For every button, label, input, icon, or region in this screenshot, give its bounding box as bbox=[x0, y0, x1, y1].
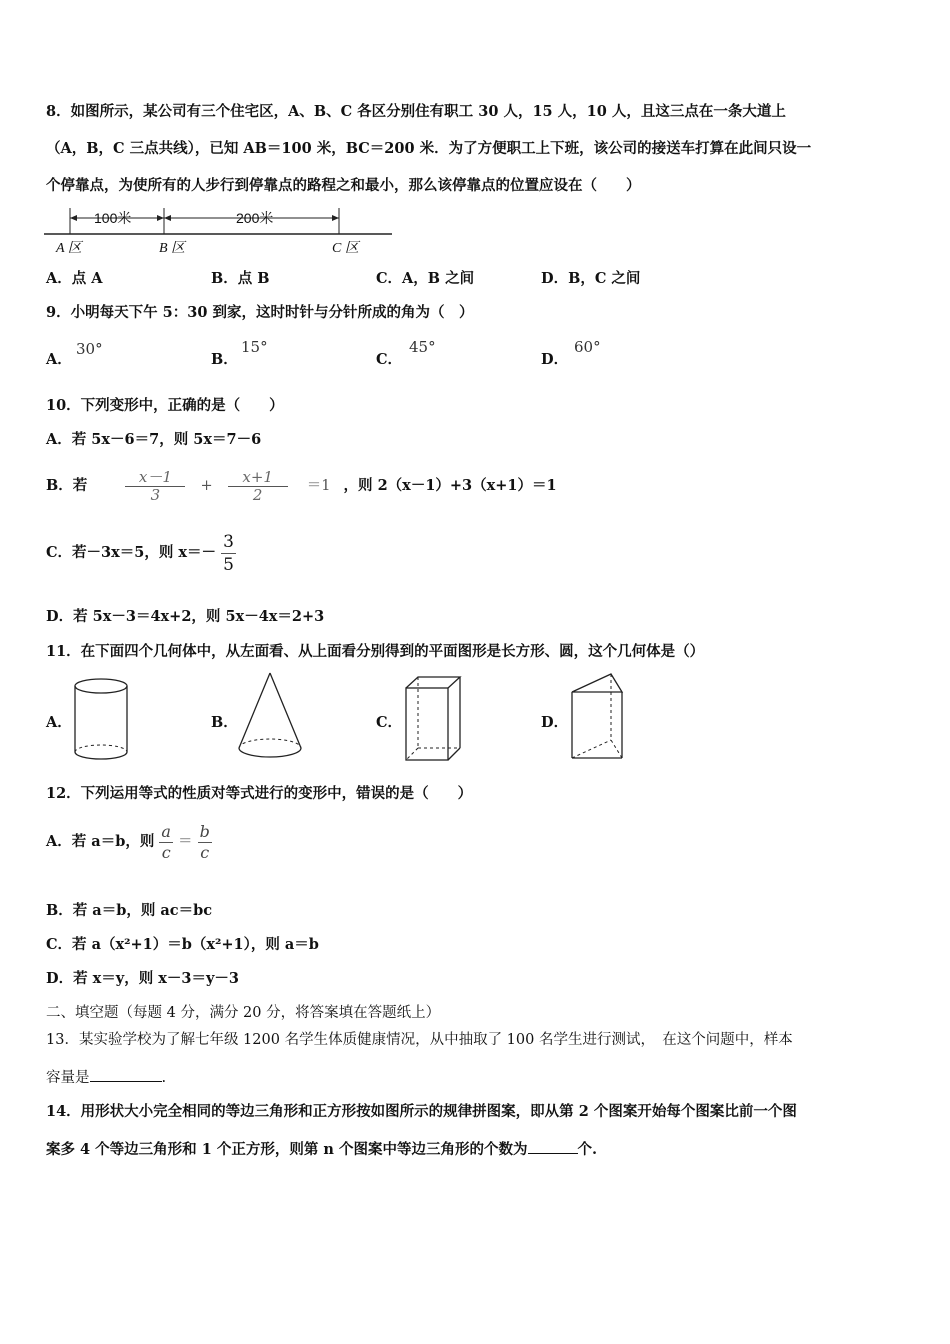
q13-line1: 13．某实验学校为了解七年级 1200 名学生体质健康情况，从中抽取了 100 名学生进行测试， 在这个问题中，样本 bbox=[46, 1032, 793, 1048]
q13-line2 bbox=[46, 1067, 166, 1088]
q12-option-a-fraction-1 bbox=[159, 822, 173, 863]
q9-option-c-letter: C． bbox=[376, 351, 403, 368]
q9-option-c-value: 45° bbox=[409, 338, 436, 356]
q10-option-b-equals: ＝1 bbox=[306, 478, 331, 494]
bc-arrow-right bbox=[332, 215, 339, 221]
q10-option-b bbox=[46, 466, 557, 506]
ab-arrow-right bbox=[157, 215, 164, 221]
ab-arrow-left bbox=[70, 215, 77, 221]
q8-stem-line1: 8．如图所示，某公司有三个住宅区，A、B、C 各区分别住有职工 30 人，15 人，10 人，且这三点在一条大道上 bbox=[46, 103, 786, 120]
q8-stem-line2: （A，B，C 三点共线），已知 AB＝100 米，BC＝200 米．为了方便职工上下班，该公司的接送车打算在此间只设一 bbox=[46, 140, 812, 157]
triangular-prism-icon bbox=[568, 670, 630, 764]
q12-option-d: D．若 x＝y，则 x－3＝y－3 bbox=[46, 970, 239, 987]
zone-b-label: B 区 bbox=[159, 241, 186, 256]
q10-option-c-prefix: C．若－3x＝5，则 x＝－ bbox=[46, 544, 217, 561]
q14-line2 bbox=[46, 1139, 597, 1160]
q11-option-c-letter: C． bbox=[376, 714, 403, 731]
rectangular-prism-icon bbox=[403, 674, 465, 764]
q10-option-b-plus: + bbox=[200, 478, 213, 494]
q14-line2-suffix: 个. bbox=[577, 1141, 598, 1158]
b-over-c-denominator: c bbox=[198, 842, 212, 863]
q10-option-c bbox=[46, 528, 236, 578]
a-over-c-denominator: c bbox=[159, 842, 173, 863]
q12-option-a-equals: ＝ bbox=[178, 834, 193, 850]
q10-option-b-suffix: ，则 2（x－1）+3（x+1）＝1 bbox=[343, 477, 557, 494]
q9-stem: 9．小明每天下午 5：30 到家，这时时针与分针所成的角为（ ） bbox=[46, 304, 474, 321]
q11-option-b-letter: B． bbox=[211, 714, 238, 731]
q9-option-a-letter: A． bbox=[46, 351, 72, 368]
bc-length-label: 200米 bbox=[236, 210, 274, 226]
q8-option-c: C．A，B 之间 bbox=[376, 270, 475, 287]
fraction-2-numerator: x+1 bbox=[242, 467, 273, 486]
q9-option-b-letter: B． bbox=[211, 351, 238, 368]
q12-option-b: B．若 a＝b，则 ac＝bc bbox=[46, 902, 213, 919]
q10-option-b-fraction-2 bbox=[228, 469, 288, 504]
q14-line1: 14．用形状大小完全相同的等边三角形和正方形按如图所示的规律拼图案，即从第 2 个图案开始每个图案比前一个图 bbox=[46, 1103, 797, 1120]
q10-option-a: A．若 5x－6＝7，则 5x＝7－6 bbox=[46, 431, 262, 448]
q10-option-d: D．若 5x－3＝4x+2，则 5x－4x＝2+3 bbox=[46, 608, 325, 625]
option-c-numerator: 3 bbox=[223, 531, 234, 552]
cylinder-icon bbox=[70, 676, 132, 764]
q12-stem: 12．下列运用等式的性质对等式进行的变形中，错误的是（ ） bbox=[46, 785, 473, 802]
bc-arrow-left bbox=[164, 215, 171, 221]
q13-line2-prefix: 容量是 bbox=[46, 1070, 90, 1086]
q8-stem-line3: 个停靠点，为使所有的人步行到停靠点的路程之和最小，那么该停靠点的位置应设在（ ） bbox=[46, 177, 641, 194]
q9-option-d-letter: D． bbox=[541, 351, 569, 368]
q12-option-a-fraction-2 bbox=[198, 822, 212, 863]
q11-option-d-letter: D． bbox=[541, 714, 569, 731]
option-c-denominator: 5 bbox=[223, 554, 234, 575]
q11-option-a-letter: A． bbox=[46, 714, 72, 731]
q12-option-c: C．若 a（x²+1）＝b（x²+1），则 a＝b bbox=[46, 936, 319, 953]
q12-option-a-prefix: A．若 a＝b，则 bbox=[46, 833, 155, 850]
ab-length-label: 100米 bbox=[94, 210, 132, 226]
fraction-1-numerator: x－1 bbox=[138, 467, 172, 486]
q10-stem: 10．下列变形中，正确的是（ ） bbox=[46, 397, 284, 414]
b-over-c-numerator: b bbox=[199, 821, 210, 841]
q13-answer-blank[interactable] bbox=[90, 1067, 162, 1082]
q11-stem: 11．在下面四个几何体中，从左面看、从上面看分别得到的平面图形是长方形、圆，这个几何体是（） bbox=[46, 643, 705, 660]
q13-line2-suffix: . bbox=[161, 1070, 167, 1086]
q10-option-c-fraction bbox=[221, 531, 236, 576]
fraction-1-denominator: 3 bbox=[125, 486, 185, 504]
zone-a-label: A 区 bbox=[56, 241, 82, 256]
q10-option-b-prefix: B．若 bbox=[46, 477, 88, 494]
q12-option-a bbox=[46, 818, 212, 866]
cone-icon bbox=[234, 670, 306, 764]
fraction-2-denominator: 2 bbox=[228, 486, 288, 504]
q8-distance-figure bbox=[44, 204, 404, 262]
q8-option-b: B．点 B bbox=[211, 270, 270, 287]
q8-option-a: A．点 A bbox=[46, 270, 103, 287]
q8-option-d: D．B，C 之间 bbox=[541, 270, 641, 287]
q9-option-d-value: 60° bbox=[574, 338, 601, 356]
q10-option-b-fraction-1 bbox=[125, 469, 185, 504]
q9-option-b-value: 15° bbox=[241, 338, 268, 356]
section-2-heading: 二、填空题（每题 4 分，满分 20 分，将答案填在答题纸上） bbox=[46, 1005, 441, 1021]
q14-line2-prefix: 案多 4 个等边三角形和 1 个正方形，则第 n 个图案中等边三角形的个数为 bbox=[46, 1141, 528, 1158]
zone-c-label: C 区 bbox=[332, 241, 359, 256]
q14-answer-blank[interactable] bbox=[528, 1139, 578, 1154]
a-over-c-numerator: a bbox=[161, 821, 171, 841]
q9-option-a-value: 30° bbox=[76, 340, 103, 358]
